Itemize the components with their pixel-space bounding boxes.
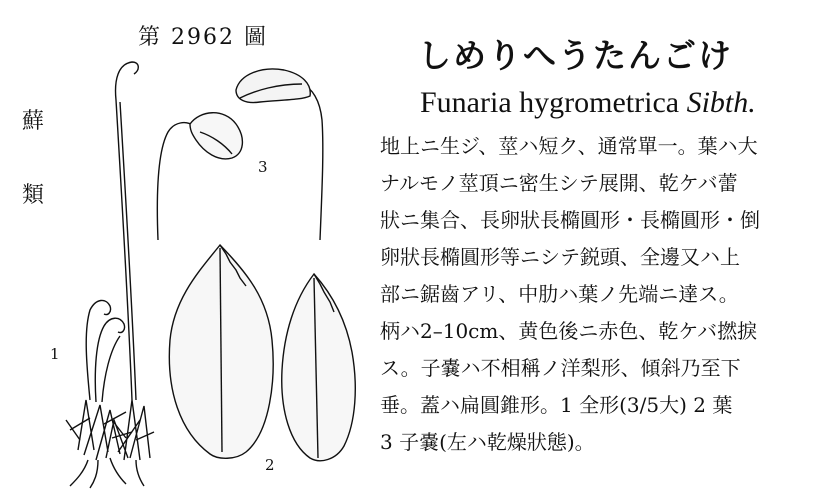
figure-label-1: 1	[50, 345, 60, 363]
description-line: 狀ニ集合、長卵狀長橢圓形・長橢圓形・倒	[380, 208, 760, 232]
description-line: 3 子嚢(左ハ乾燥狀態)。	[380, 430, 595, 454]
side-label-moss: 蘚	[22, 109, 45, 134]
japanese-species-name: しめりへうたんごけ	[418, 36, 733, 75]
description-line: 柄ハ2–10cm、黄色後ニ赤色、乾ケバ撚捩	[380, 319, 758, 343]
figure-label-3: 3	[258, 158, 268, 176]
description-line: 部ニ鋸齒アリ、中肋ハ葉ノ先端ニ達ス。	[380, 282, 739, 306]
latin-author: Sibth.	[686, 86, 756, 119]
latin-species-name	[420, 86, 820, 120]
figure-label-2: 2	[265, 456, 275, 474]
figure-3-capsules	[157, 69, 323, 240]
species-description	[380, 128, 820, 461]
side-label-class: 類	[22, 183, 45, 208]
description-line: 垂。蓋ハ扁圓錐形。1 全形(3/5大) 2 葉	[380, 393, 733, 417]
latin-binomial: Funaria hygrometrica	[420, 86, 680, 119]
figure-1-whole-plant	[66, 62, 154, 488]
description-line: ス。子嚢ハ不相稱ノ洋梨形、傾斜乃至下	[380, 356, 741, 380]
moss-illustration	[40, 40, 380, 490]
description-line: 卵狀長橢圓形等ニシテ鋭頭、全邊又ハ上	[380, 245, 740, 269]
description-line: 地上ニ生ジ、莖ハ短ク、通常單一。葉ハ大	[380, 134, 758, 158]
description-line: ナルモノ莖頂ニ密生シテ展開、乾ケバ蕾	[380, 171, 738, 195]
plate-number: 第 2962 圖	[138, 25, 268, 50]
figure-2-leaves	[169, 245, 355, 461]
